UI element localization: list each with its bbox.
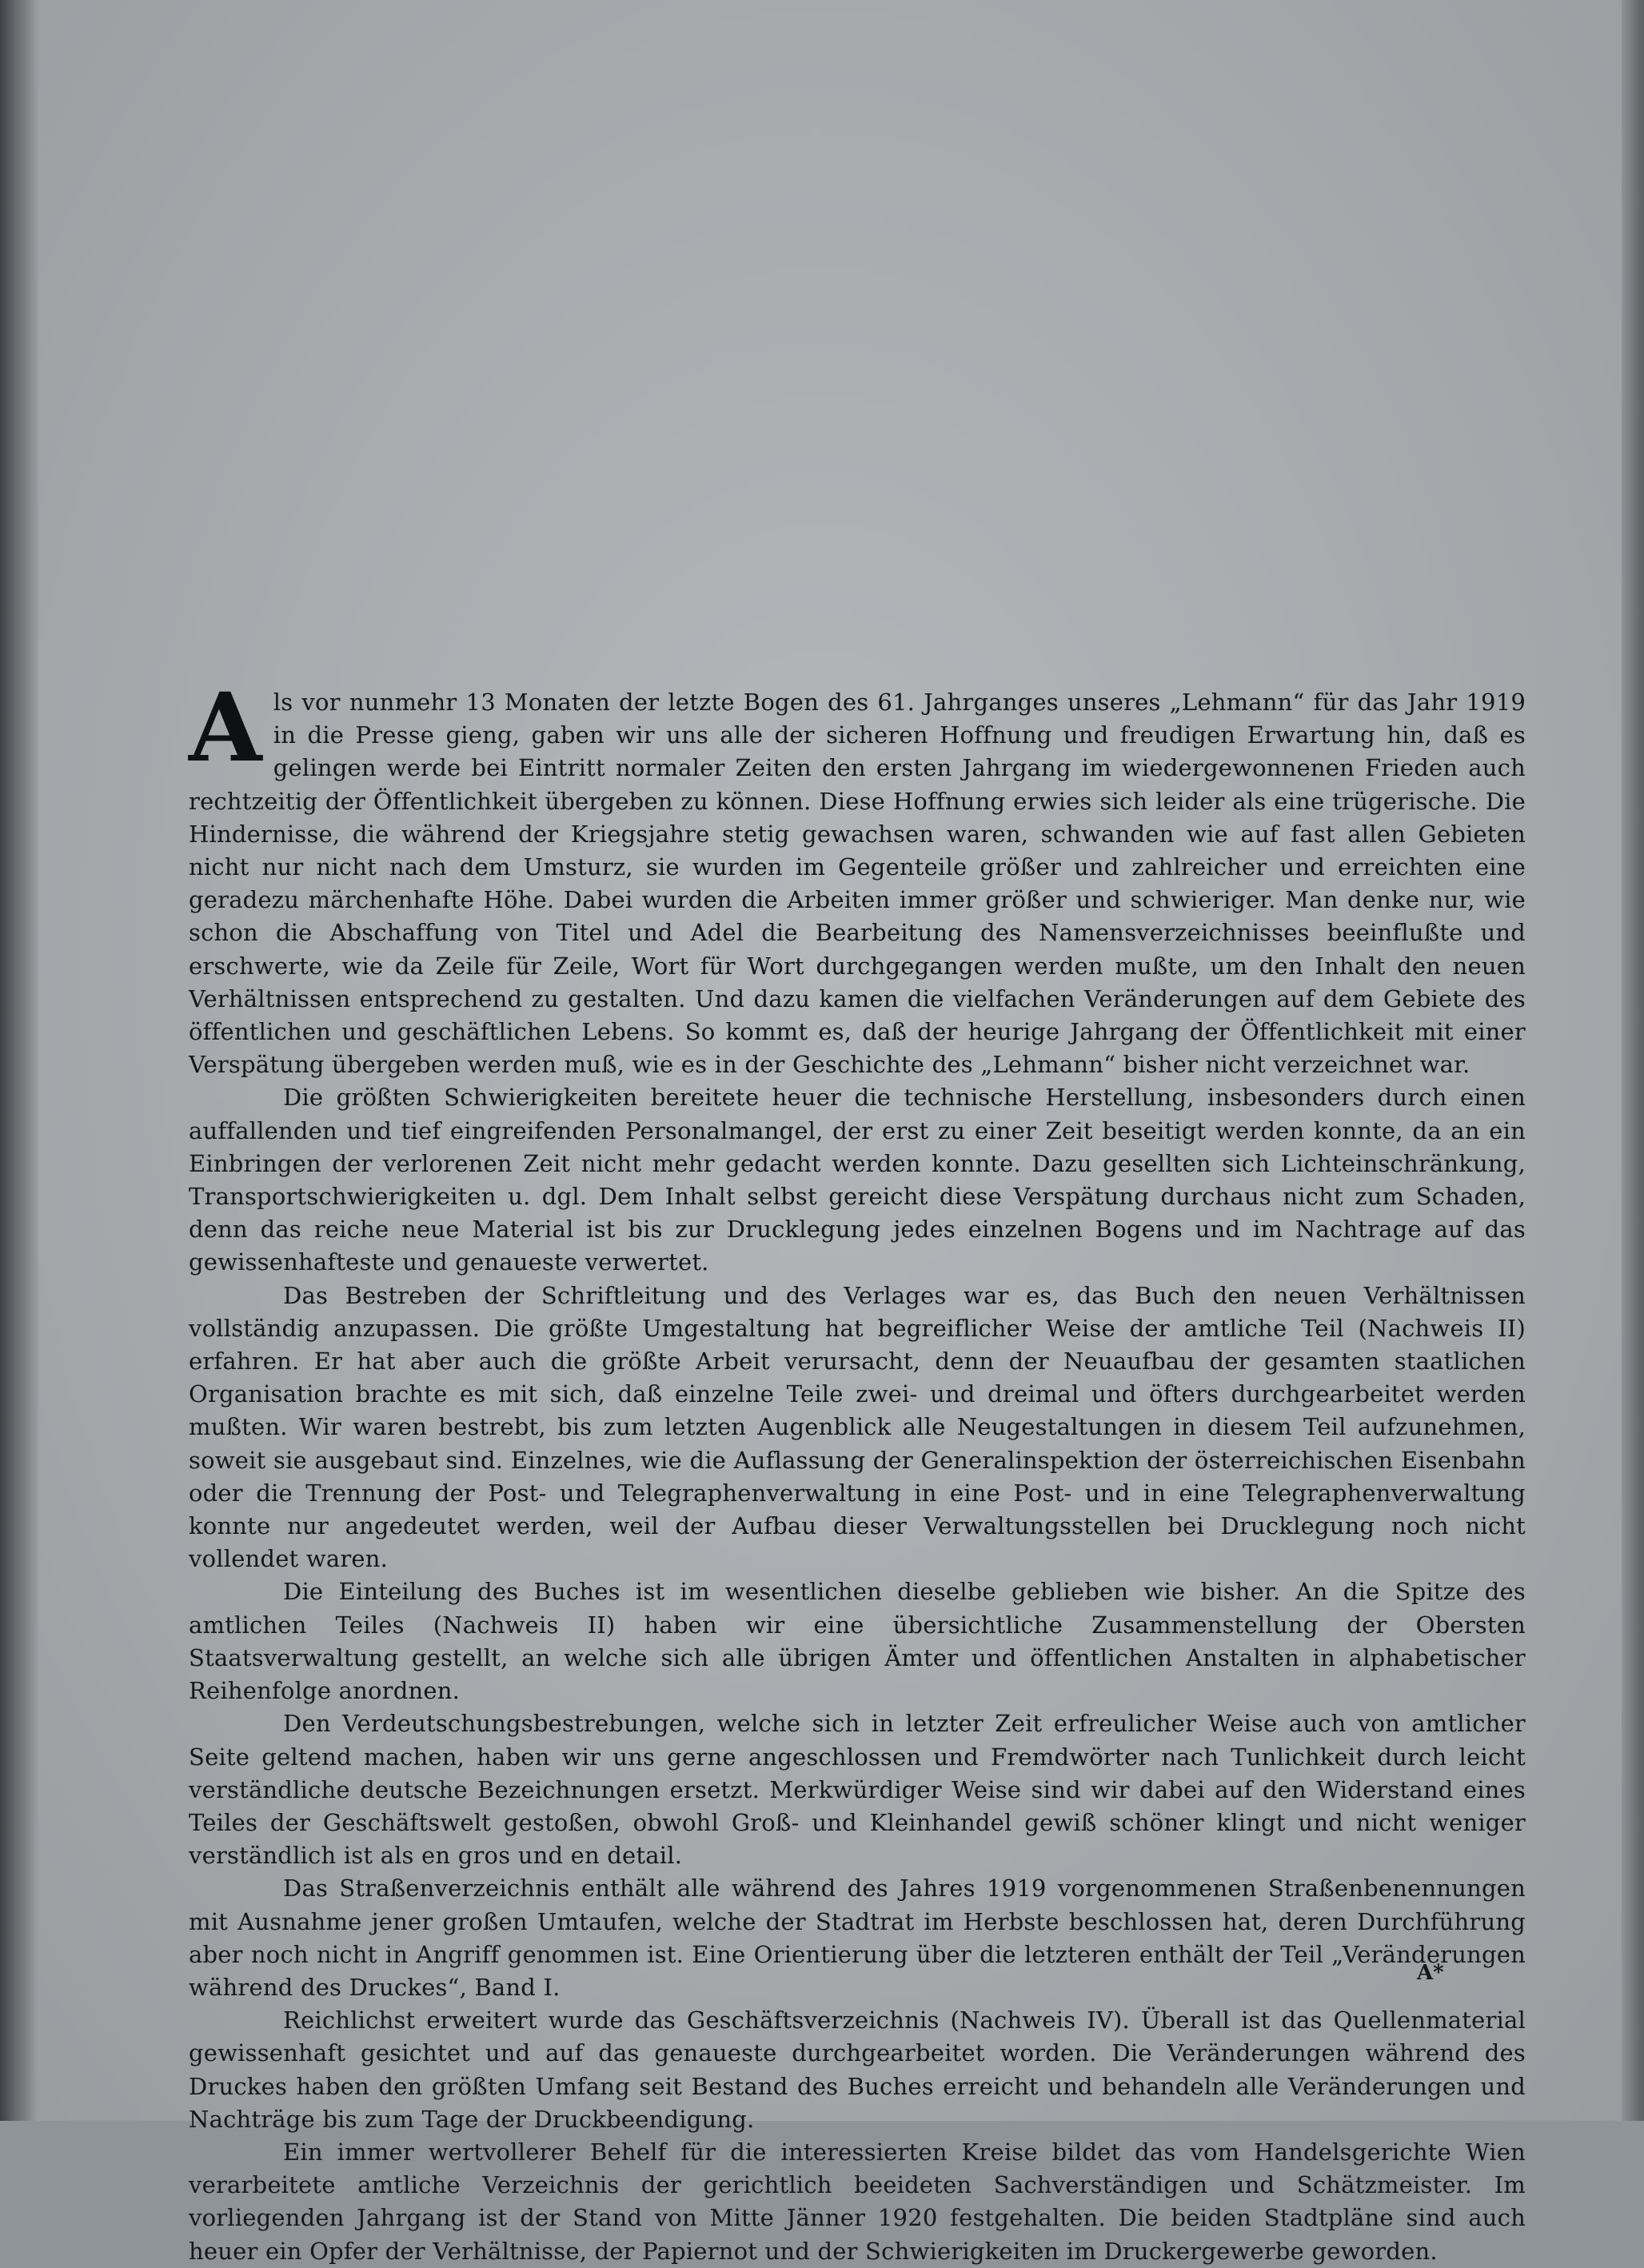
signature-mark: A* xyxy=(1417,1961,1444,1985)
preface-text xyxy=(189,672,1526,2268)
drop-cap: A xyxy=(189,672,262,783)
page-edge-right xyxy=(1622,0,1644,2121)
paragraph-2: Die größten Schwierigkeiten bereitete heuer die technische Herstellung, insbesonders durch einen auffallenden und tief eingreifenden Personalmangel, der erst zu einer Zeit beseitigt werden konnte, da an ein Einbringen der verlorenen Zeit nicht mehr gedacht werden konnte. Dazu gesellten sich Lichteinschränkung, Transportschwierigkeiten u. dgl. Dem Inhalt selbst gereicht diese Verspätung durchaus nicht zum Schaden, denn das reiche neue Material ist bis zur Drucklegung jedes einzelnen Bogens und im Nachtrage auf das gewissenhafteste und genaueste verwertet. xyxy=(189,1084,1526,1276)
paragraph-4: Die Einteilung des Buches ist im wesentlichen dieselbe geblieben wie bisher. An die Spitze des amtlichen Teiles (Nachweis II) haben wir eine übersichtliche Zusammenstellung der Obersten Staatsverwaltung gestellt, an welche sich alle übrigen Ämter und öffentlichen Anstalten in alphabetischer Reihenfolge anordnen. xyxy=(189,1578,1526,1705)
paragraph-1-text: ls vor nunmehr 13 Monaten der letzte Bogen des 61. Jahrganges unseres „Lehmann“ für das Jahr 1919 in die Presse gieng, gaben wir uns alle der sicheren Hoffnung und freudigen Erwartung hin, daß es gelingen werde bei Eintritt normaler Zeiten den ersten Jahrgang im wiedergewonnenen Frieden auch rechtzeitig der Öffentlichkeit übergeben zu können. Diese Hoffnung erwies sich leider als eine trügerische. Die Hindernisse, die während der Kriegsjahre stetig gewachsen waren, schwanden wie auf fast allen Gebieten nicht nur nicht nach dem Umsturz, sie wurden im Gegenteile größer und zahlreicher und erreichten eine geradezu märchenhafte Höhe. Dabei wurden die Arbeiten immer größer und schwieriger. Man denke nur, wie schon die Abschaffung von Titel und Adel die Bearbeitung des Namensverzeichnisses beeinflußte und erschwerte, wie da Zeile für Zeile, Wort für Wort durchgegangen werden mußte, um den Inhalt den neuen Verhältnissen entsprechend zu gestalten. Und dazu kamen die vielfachen Veränderungen auf dem Gebiete des öffentlichen und geschäftlichen Lebens. So kommt es, daß der heurige Jahrgang der Öffentlichkeit mit einer Verspätung übergeben werden muß, wie es in der Geschichte des „Lehmann“ bisher nicht verzeichnet war. xyxy=(189,689,1526,1079)
paragraph-3: Das Bestreben der Schriftleitung und des Verlages war es, das Buch den neuen Verhältnissen vollständig anzupassen. Die größte Umgestaltung hat begreiflicher Weise der amtliche Teil (Nachweis II) erfahren. Er hat aber auch die größte Arbeit verursacht, denn der Neuaufbau der gesamten staatlichen Organisation brachte es mit sich, daß einzelne Teile zwei- und dreimal und öfters durchgearbeitet werden mußten. Wir waren bestrebt, bis zum letzten Augenblick alle Neugestaltungen in diesem Teil aufzunehmen, soweit sie ausgebaut sind. Einzelnes, wie die Auflassung der Generalinspektion der österreichischen Eisenbahn oder die Trennung der Post- und Telegraphenverwaltung in eine Post- und in eine Telegraphenverwaltung konnte nur angedeutet werden, weil der Aufbau dieser Verwaltungsstellen bei Drucklegung noch nicht vollendet waren. xyxy=(189,1281,1526,1573)
paragraph-8: Ein immer wertvollerer Behelf für die interessierten Kreise bildet das vom Handelsgerichte Wien verarbeitete amtliche Verzeichnis der gerichtlich beeideten Sachverständigen und Schätzmeister. Im vorliegenden Jahrgang ist der Stand von Mitte Jänner 1920 festgehalten. Die beiden Stadtpläne sind auch heuer ein Opfer der Verhältnisse, der Papiernot und der Schwierigkeiten im Druckergewerbe geworden. xyxy=(189,2138,1526,2265)
paragraph-5: Den Verdeutschungsbestrebungen, welche sich in letzter Zeit erfreulicher Weise auch von amtlicher Seite geltend machen, haben wir uns gerne angeschlossen und Fremdwörter nach Tunlichkeit durch leicht verständliche deutsche Bezeichnungen ersetzt. Merkwürdiger Weise sind wir dabei auf den Widerstand eines Teiles der Geschäftswelt gestoßen, obwohl Groß- und Kleinhandel gewiß schöner klingt und nicht weniger verständlich ist als en gros und en detail. xyxy=(189,1710,1526,1870)
paragraph-6: Das Straßenverzeichnis enthält alle während des Jahres 1919 vorgenommenen Straßenbenennungen mit Ausnahme jener großen Umtaufen, welche der Stadtrat im Herbste beschlossen hat, deren Durchführung aber noch nicht in Angriff genommen ist. Eine Orientierung über die letzteren enthält der Teil „Veränderungen während des Druckes“, Band I. xyxy=(189,1875,1526,2001)
paragraph-1 xyxy=(189,672,1526,1081)
page-edge-left xyxy=(0,0,38,2121)
paragraph-7: Reichlichst erweitert wurde das Geschäftsverzeichnis (Nachweis IV). Überall ist das Quellenmaterial gewissenhaft gesichtet und auf das genaueste durchgearbeitet worden. Die Veränderungen während des Druckes haben den größten Umfang seit Bestand des Buches erreicht und behandeln alle Veränderungen und Nachträge bis zum Tage der Druckbeendigung. xyxy=(189,2006,1526,2133)
